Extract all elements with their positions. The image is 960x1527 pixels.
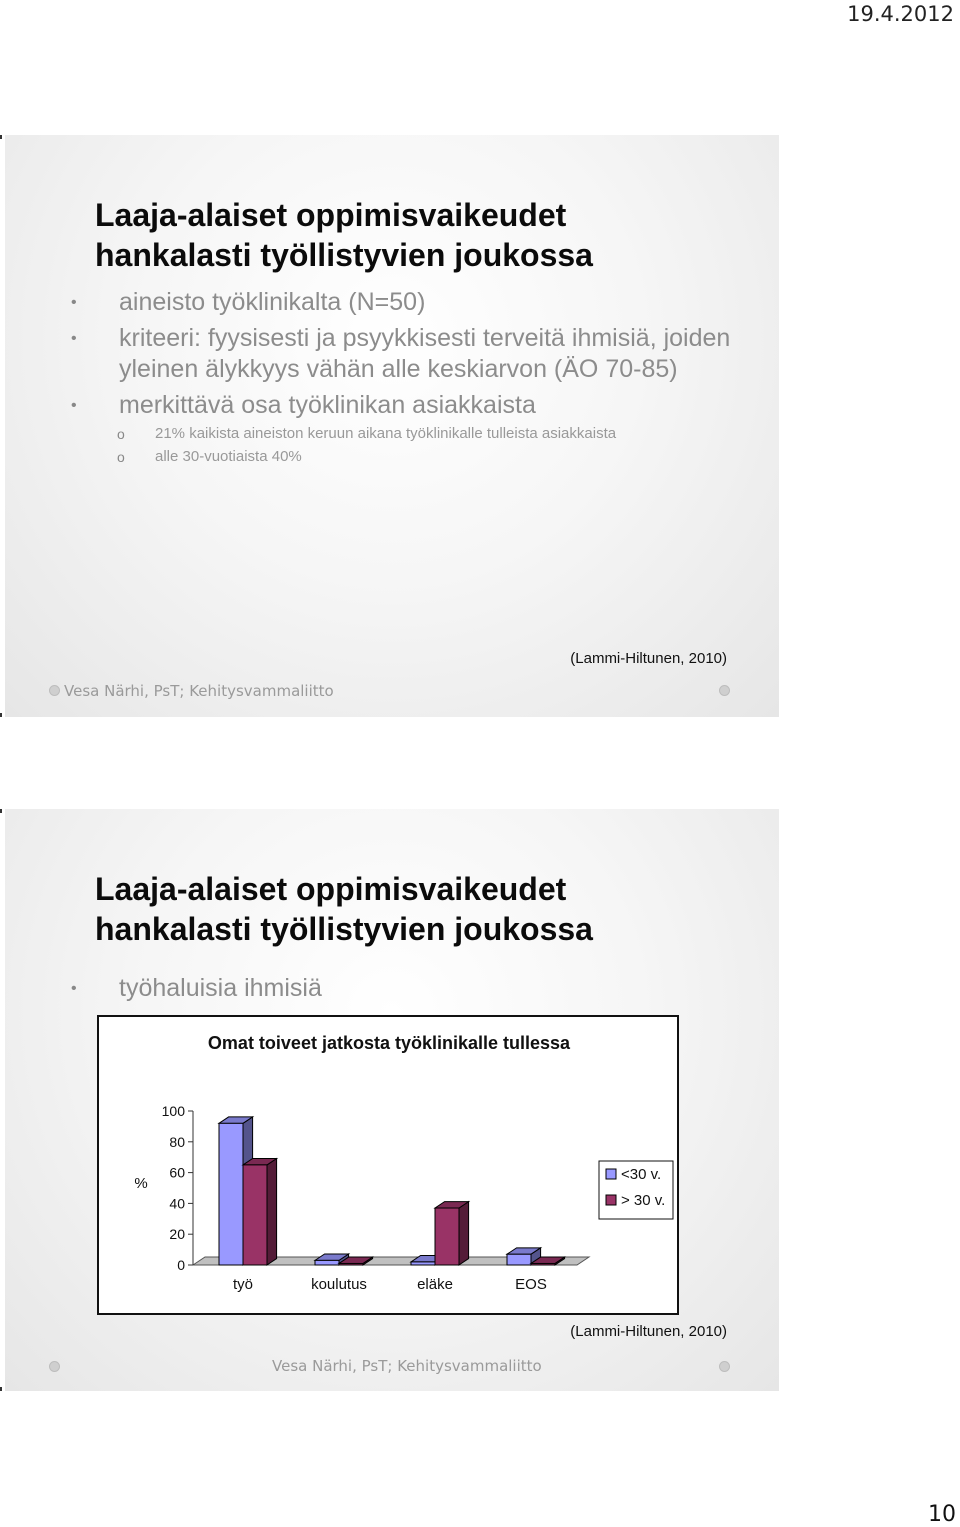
- citation: (Lammi-Hiltunen, 2010): [570, 650, 727, 667]
- bar-eläke-1: [411, 1262, 435, 1265]
- bar-koulutus-1: [315, 1260, 339, 1265]
- citation: (Lammi-Hiltunen, 2010): [570, 1323, 727, 1340]
- chart-title: Omat toiveet jatkosta työklinikalle tullessa: [207, 1033, 571, 1053]
- slide-2: [5, 809, 779, 1391]
- footer-dot-right: [719, 1361, 730, 1372]
- chart-box: [97, 1015, 679, 1315]
- slide-1: [5, 135, 779, 717]
- bar-työ-1: [219, 1123, 243, 1265]
- slide-corner-mark: [0, 713, 2, 717]
- sub-bullet-item: o alle 30-vuotiaista 40%: [71, 448, 731, 466]
- bar-side: [459, 1202, 469, 1265]
- x-tick-label: koulutus: [311, 1276, 367, 1293]
- y-tick-label: 20: [169, 1226, 185, 1243]
- footer-dot-left: [49, 1361, 60, 1372]
- bullet-item: • työhaluisia ihmisiä: [71, 973, 731, 1004]
- footer-dot-left: [49, 685, 60, 696]
- slide-title-line-2: hankalasti työllistyvien joukossa: [95, 237, 593, 273]
- bar-chart: [99, 1017, 677, 1313]
- date-header: 19.4.2012: [847, 2, 954, 26]
- x-tick-label: työ: [232, 1276, 254, 1293]
- y-tick-label: 100: [161, 1103, 185, 1119]
- sub-bullet-item: o 21% kaikista aineiston keruun aikana työklinikalle tulleista asiakkaista: [71, 425, 731, 443]
- slide-corner-mark: [0, 1387, 2, 1391]
- slide-title: [95, 195, 593, 275]
- legend-swatch: [606, 1169, 616, 1179]
- x-tick-label: eläke: [417, 1276, 453, 1293]
- bullet-list: [71, 973, 731, 1004]
- slide-title: [95, 869, 593, 949]
- slide-title-line-1: Laaja-alaiset oppimisvaikeudet: [95, 871, 567, 907]
- y-tick-label: 80: [169, 1133, 185, 1150]
- footer-author: Vesa Närhi, PsT; Kehitysvammaliitto: [272, 1357, 542, 1375]
- bar-EOS-2: [531, 1263, 555, 1265]
- bar-eläke-2: [435, 1208, 459, 1265]
- bullet-item: • merkittävä osa työklinikan asiakkaista: [71, 390, 731, 421]
- x-tick-label: EOS: [515, 1276, 547, 1293]
- y-axis-label: %: [134, 1175, 148, 1192]
- bar-side: [267, 1159, 277, 1266]
- bar-koulutus-2: [339, 1263, 363, 1265]
- bar-työ-2: [243, 1165, 267, 1265]
- y-tick-label: 60: [169, 1164, 185, 1181]
- slide-corner-mark: [0, 809, 2, 813]
- legend-label: <30 v.: [621, 1166, 662, 1183]
- page-number: 10: [928, 1502, 956, 1527]
- legend-swatch: [606, 1195, 616, 1205]
- bullet-item: • kriteeri: fyysisesti ja psyykkisesti terveitä ihmisiä, joiden yleinen älykkyys vähän alle keskiarvon (ÄO 70-85): [71, 323, 731, 385]
- y-tick-label: 40: [169, 1195, 185, 1212]
- slide-corner-mark: [0, 135, 2, 139]
- slide-title-line-1: Laaja-alaiset oppimisvaikeudet: [95, 197, 567, 233]
- bar-EOS-1: [507, 1254, 531, 1265]
- slide-title-line-2: hankalasti työllistyvien joukossa: [95, 911, 593, 947]
- footer-dot-right: [719, 685, 730, 696]
- y-tick-label: 0: [177, 1257, 185, 1273]
- legend-label: > 30 v.: [621, 1192, 666, 1209]
- footer-author: Vesa Närhi, PsT; Kehitysvammaliitto: [64, 682, 334, 700]
- bullet-list: [71, 287, 731, 466]
- bullet-item: • aineisto työklinikalta (N=50): [71, 287, 731, 318]
